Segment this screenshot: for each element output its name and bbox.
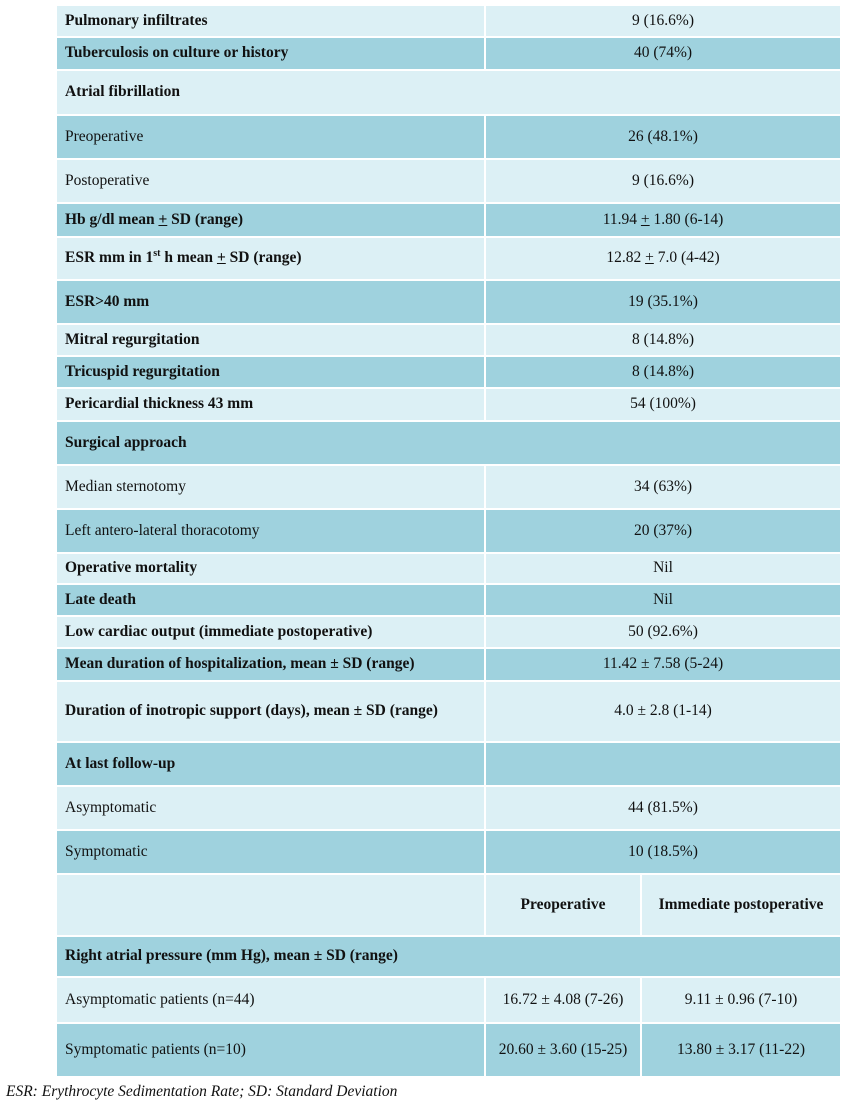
- subheader-row: [57, 875, 840, 935]
- row-label: Left antero-lateral thoracotomy: [57, 510, 484, 552]
- table-body: [57, 6, 840, 1076]
- row-value: 11.94 + 1.80 (6-14): [486, 204, 840, 236]
- row-value: 9 (16.6%): [486, 160, 840, 202]
- row-label: Duration of inotropic support (days), mean ± SD (range): [57, 682, 484, 741]
- row-value: 54 (100%): [486, 389, 840, 420]
- table-row: [57, 38, 840, 69]
- table-row: [57, 357, 840, 387]
- row-label: Symptomatic: [57, 831, 484, 873]
- table-row: [57, 831, 840, 873]
- rap-title-row: [57, 937, 840, 976]
- table-row: [57, 204, 840, 236]
- row-label: Postoperative: [57, 160, 484, 202]
- row-label: Hb g/dl mean + SD (range): [57, 204, 484, 236]
- rap-row-postoperative: 13.80 ± 3.17 (11-22): [642, 1024, 840, 1076]
- rap-title: Right atrial pressure (mm Hg), mean ± SD (range): [57, 937, 840, 976]
- row-value: 11.42 ± 7.58 (5-24): [486, 649, 840, 680]
- row-value: 20 (37%): [486, 510, 840, 552]
- table-row: [57, 787, 840, 829]
- table-row: [57, 585, 840, 615]
- row-value: 50 (92.6%): [486, 617, 840, 647]
- rap-row-postoperative: 9.11 ± 0.96 (7-10): [642, 978, 840, 1022]
- table-row: [57, 281, 840, 323]
- table-row: [57, 682, 840, 741]
- rap-row-label: Asymptomatic patients (n=44): [57, 978, 484, 1022]
- row-value: 12.82 + 7.0 (4-42): [486, 238, 840, 279]
- row-value: 26 (48.1%): [486, 116, 840, 158]
- rap-row: [57, 978, 840, 1022]
- subheader-empty: [57, 875, 484, 935]
- data-table: [55, 4, 842, 1078]
- superscript: st: [153, 247, 161, 259]
- table-row: [57, 6, 840, 36]
- table-row: [57, 71, 840, 114]
- table-row: [57, 466, 840, 508]
- table-row: [57, 160, 840, 202]
- row-value: 4.0 ± 2.8 (1-14): [486, 682, 840, 741]
- table-row: [57, 116, 840, 158]
- table-row: [57, 617, 840, 647]
- table-row: [57, 325, 840, 355]
- rap-row-preoperative: 16.72 ± 4.08 (7-26): [486, 978, 640, 1022]
- table-row: [57, 422, 840, 464]
- row-value: 9 (16.6%): [486, 6, 840, 36]
- row-label: Late death: [57, 585, 484, 615]
- row-label: Mitral regurgitation: [57, 325, 484, 355]
- rap-row-preoperative: 20.60 ± 3.60 (15-25): [486, 1024, 640, 1076]
- row-label: Pericardial thickness 43 mm: [57, 389, 484, 420]
- row-value: 8 (14.8%): [486, 325, 840, 355]
- row-value: Nil: [486, 585, 840, 615]
- row-label: Tricuspid regurgitation: [57, 357, 484, 387]
- row-value: 40 (74%): [486, 38, 840, 69]
- table-row: [57, 510, 840, 552]
- row-value: 8 (14.8%): [486, 357, 840, 387]
- row-label: ESR mm in 1st h mean + SD (range): [57, 238, 484, 279]
- row-value: Nil: [486, 554, 840, 583]
- row-label: Asymptomatic: [57, 787, 484, 829]
- table-row: [57, 238, 840, 279]
- row-label: Operative mortality: [57, 554, 484, 583]
- row-label: Mean duration of hospitalization, mean ± SD (range): [57, 649, 484, 680]
- table-footnote: ESR: Erythrocyte Sedimentation Rate; SD: Standard Deviation: [6, 1083, 398, 1100]
- row-value: 44 (81.5%): [486, 787, 840, 829]
- row-label: Preoperative: [57, 116, 484, 158]
- table-row: [57, 649, 840, 680]
- rap-row-label: Symptomatic patients (n=10): [57, 1024, 484, 1076]
- table-row: [57, 554, 840, 583]
- table-row: [57, 743, 840, 785]
- row-label: Median sternotomy: [57, 466, 484, 508]
- row-label: Atrial fibrillation: [57, 71, 840, 114]
- rap-row: [57, 1024, 840, 1076]
- row-label: At last follow-up: [57, 743, 484, 785]
- row-value: [486, 743, 840, 785]
- row-value: 10 (18.5%): [486, 831, 840, 873]
- row-value: 19 (35.1%): [486, 281, 840, 323]
- row-label: Low cardiac output (immediate postoperative): [57, 617, 484, 647]
- subheader-preoperative: Preoperative: [486, 875, 640, 935]
- row-value: 34 (63%): [486, 466, 840, 508]
- row-label: Tuberculosis on culture or history: [57, 38, 484, 69]
- row-label: Pulmonary infiltrates: [57, 6, 484, 36]
- row-label: Surgical approach: [57, 422, 840, 464]
- row-label: ESR>40 mm: [57, 281, 484, 323]
- table-row: [57, 389, 840, 420]
- subheader-postoperative: Immediate postoperative: [642, 875, 840, 935]
